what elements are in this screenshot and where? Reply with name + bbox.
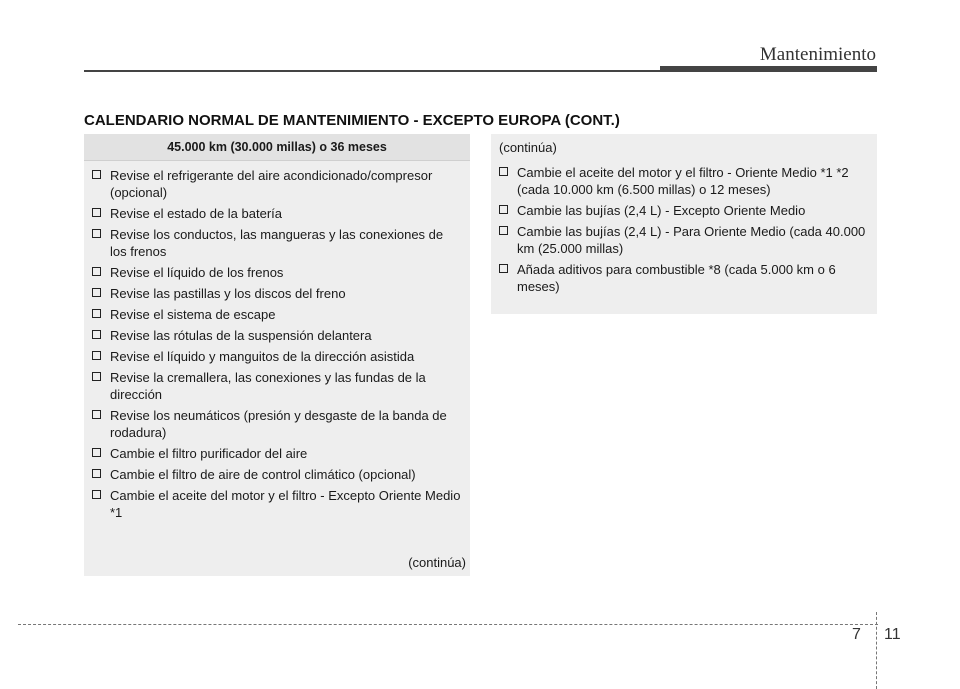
checkbox-icon — [92, 372, 101, 381]
list-item — [92, 466, 462, 483]
list-item-text: Revise la cremallera, las conexiones y las fundas de la dirección — [110, 370, 426, 402]
list-item-text: Cambie las bujías (2,4 L) - Para Oriente Medio (cada 40.000 km (25.000 millas) — [517, 224, 866, 256]
checkbox-icon — [92, 448, 101, 457]
list-item-text: Revise el líquido de los frenos — [110, 265, 284, 280]
list-item — [499, 164, 869, 198]
list-item-text: Cambie el aceite del motor y el filtro - Oriente Medio *1 *2 (cada 10.000 km (6.500 millas) o 12 meses) — [517, 165, 849, 197]
checkbox-icon — [499, 167, 508, 176]
chapter-number: 7 — [852, 626, 861, 643]
checklist-right — [491, 164, 877, 295]
list-item — [92, 369, 462, 403]
checkbox-icon — [499, 264, 508, 273]
schedule-box-right — [491, 134, 877, 314]
list-item-text: Revise los conductos, las mangueras y las conexiones de los frenos — [110, 227, 444, 259]
page-heading: CALENDARIO NORMAL DE MANTENIMIENTO - EXCEPTO EUROPA (CONT.) — [84, 112, 620, 129]
schedule-box-left — [84, 134, 470, 576]
footer-rule — [18, 624, 878, 625]
checkbox-icon — [92, 170, 101, 179]
list-item — [92, 285, 462, 302]
checkbox-icon — [92, 490, 101, 499]
list-item-text: Revise el estado de la batería — [110, 206, 282, 221]
continued-note: (continúa) — [499, 140, 557, 155]
list-item-text: Cambie el filtro purificador del aire — [110, 446, 308, 461]
checkbox-icon — [92, 208, 101, 217]
list-item-text: Añada aditivos para combustible *8 (cada 5.000 km o 6 meses) — [517, 262, 836, 294]
list-item — [92, 327, 462, 344]
checkbox-icon — [92, 229, 101, 238]
checkbox-icon — [499, 226, 508, 235]
checkbox-icon — [92, 469, 101, 478]
checkbox-icon — [92, 330, 101, 339]
checkbox-icon — [92, 351, 101, 360]
list-item — [499, 202, 869, 219]
checkbox-icon — [92, 309, 101, 318]
checklist-left — [84, 161, 470, 521]
list-item-text: Revise el sistema de escape — [110, 307, 276, 322]
list-item-text: Cambie el filtro de aire de control climático (opcional) — [110, 467, 416, 482]
list-item-text: Revise las pastillas y los discos del freno — [110, 286, 346, 301]
list-item-text: Revise el refrigerante del aire acondicionado/compresor (opcional) — [110, 168, 433, 200]
list-item-text: Revise los neumáticos (presión y desgaste de la banda de rodadura) — [110, 408, 447, 440]
list-item — [92, 445, 462, 462]
list-item — [499, 223, 869, 257]
list-item — [92, 487, 462, 521]
list-item — [499, 261, 869, 295]
list-item — [92, 407, 462, 441]
list-item — [92, 205, 462, 222]
footer-divider — [876, 612, 877, 689]
list-item-text: Cambie el aceite del motor y el filtro - Excepto Oriente Medio *1 — [110, 488, 461, 520]
section-title: Mantenimiento — [759, 44, 876, 65]
checkbox-icon — [92, 267, 101, 276]
list-item-text: Revise las rótulas de la suspensión delantera — [110, 328, 372, 343]
list-item — [92, 306, 462, 323]
checkbox-icon — [499, 205, 508, 214]
list-item-text: Cambie las bujías (2,4 L) - Excepto Oriente Medio — [517, 203, 806, 218]
list-item — [92, 264, 462, 281]
header-rule — [84, 70, 660, 72]
interval-header: 45.000 km (30.000 millas) o 36 meses — [84, 134, 470, 161]
list-item — [92, 348, 462, 365]
list-item — [92, 226, 462, 260]
continues-note: (continúa) — [408, 555, 466, 570]
list-item — [92, 167, 462, 201]
checkbox-icon — [92, 288, 101, 297]
header-rule-accent — [660, 66, 877, 72]
page-number: 11 — [884, 626, 901, 643]
list-item-text: Revise el líquido y manguitos de la dirección asistida — [110, 349, 415, 364]
checkbox-icon — [92, 410, 101, 419]
